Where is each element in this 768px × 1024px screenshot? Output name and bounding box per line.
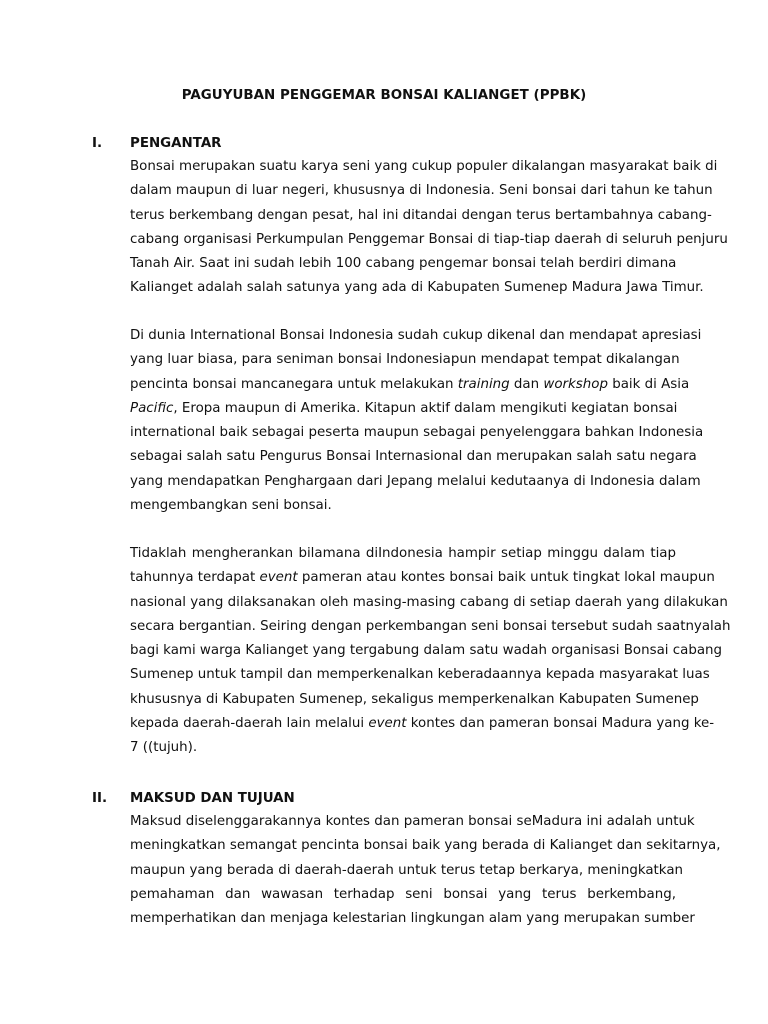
text-line: mengembangkan seni bonsai.	[130, 498, 332, 514]
text-line: Tidaklah mengherankan bilamana diIndonesia hampir setiap minggu dalam tiap	[130, 546, 676, 561]
text-run: kontes dan pameran bonsai Madura yang ke-	[406, 716, 715, 732]
section-number: II.	[92, 791, 108, 806]
text-line: Maksud diselenggarakannya kontes dan pameran bonsai seMadura ini adalah untuk	[130, 814, 695, 829]
text-line	[130, 712, 715, 736]
text-run-italic: event	[259, 570, 298, 586]
text-line	[130, 373, 690, 397]
text-line: nasional yang dilaksanakan oleh masing-masing cabang di setiap daerah yang dilakukan	[130, 594, 728, 610]
text-run: baik di Asia	[607, 376, 690, 392]
section-title: MAKSUD DAN TUJUAN	[130, 791, 295, 806]
text-line: Tanah Air. Saat ini sudah lebih 100 cabang pengemar bonsai telah berdiri dimana	[130, 256, 677, 272]
text-run: kepada daerah-daerah lain melalui	[130, 716, 369, 732]
text-run-italic: Pacific	[130, 400, 174, 416]
text-run: , Eropa maupun di Amerika. Kitapun aktif dalam mengikuti kegiatan bonsai	[173, 400, 678, 416]
text-line: meningkatkan semangat pencinta bonsai baik yang berada di Kalianget dan sekitarnya,	[130, 838, 721, 854]
text-line: cabang organisasi Perkumpulan Penggemar Bonsai di tiap-tiap daerah di seluruh penjuru	[130, 231, 728, 247]
text-line	[130, 566, 715, 590]
text-line: terus berkembang dengan pesat, hal ini ditandai dengan terus bertambahnya cabang-	[130, 207, 712, 223]
text-line: Di dunia International Bonsai Indonesia sudah cukup dikenal dan mendapat apresiasi	[130, 328, 702, 343]
paragraph-1	[130, 155, 728, 301]
text-line: secara bergantian. Seiring dengan perkembangan seni bonsai tersebut sudah saatnyalah	[130, 618, 731, 634]
text-line: maupun yang berada di daerah-daerah untuk terus tetap berkarya, meningkatkan	[130, 862, 684, 878]
section-heading-2	[92, 791, 692, 806]
text-run: tahunnya terdapat	[130, 570, 260, 586]
text-line: Sumenep untuk tampil dan memperkenalkan keberadaannya kepada masyarakat luas	[130, 667, 710, 683]
text-line: memperhatikan dan menjaga kelestarian lingkungan alam yang merupakan sumber	[130, 911, 695, 927]
text-run-italic: training	[457, 376, 510, 392]
section-number: I.	[92, 136, 103, 151]
text-line	[130, 397, 676, 421]
text-line: yang mendapatkan Penghargaan dari Jepang melalui kedutaanya di Indonesia dalam	[130, 473, 701, 489]
text-line: pemahaman dan wawasan terhadap seni bonsai yang terus berkembang,	[130, 886, 676, 902]
paragraph-4	[130, 810, 721, 931]
text-run: dan	[509, 376, 544, 392]
text-line: khususnya di Kabupaten Sumenep, sekaligus memperkenalkan Kabupaten Sumenep	[130, 691, 699, 707]
text-line: Kalianget adalah salah satunya yang ada di Kabupaten Sumenep Madura Jawa Timur.	[130, 280, 704, 296]
text-line: international baik sebagai peserta maupun sebagai penyelenggara bahkan Indonesia	[130, 425, 704, 441]
text-line: dalam maupun di luar negeri, khususnya di Indonesia. Seni bonsai dari tahun ke tahun	[130, 183, 713, 199]
paragraph-2	[130, 324, 704, 518]
section-heading-1	[92, 136, 692, 151]
text-run-italic: workshop	[543, 376, 608, 392]
text-run: pameran atau kontes bonsai baik untuk tingkat lokal maupun	[297, 570, 715, 586]
text-line: sebagai salah satu Pengurus Bonsai Internasional dan merupakan salah satu negara	[130, 449, 697, 465]
section-title: PENGANTAR	[130, 136, 222, 151]
text-line: yang luar biasa, para seniman bonsai Indonesiapun mendapat tempat dikalangan	[130, 352, 680, 368]
text-run: pencinta bonsai mancanegara untuk melakukan	[130, 376, 458, 392]
paragraph-3	[130, 542, 731, 761]
text-run-italic: event	[368, 716, 407, 732]
text-line: Bonsai merupakan suatu karya seni yang cukup populer dikalangan masyarakat baik di	[130, 159, 718, 174]
text-line: bagi kami warga Kalianget yang tergabung dalam satu wadah organisasi Bonsai cabang	[130, 643, 723, 659]
text-line: 7 ((tujuh).	[130, 740, 198, 756]
document-title: PAGUYUBAN PENGGEMAR BONSAI KALIANGET (PPBK)	[181, 88, 587, 103]
